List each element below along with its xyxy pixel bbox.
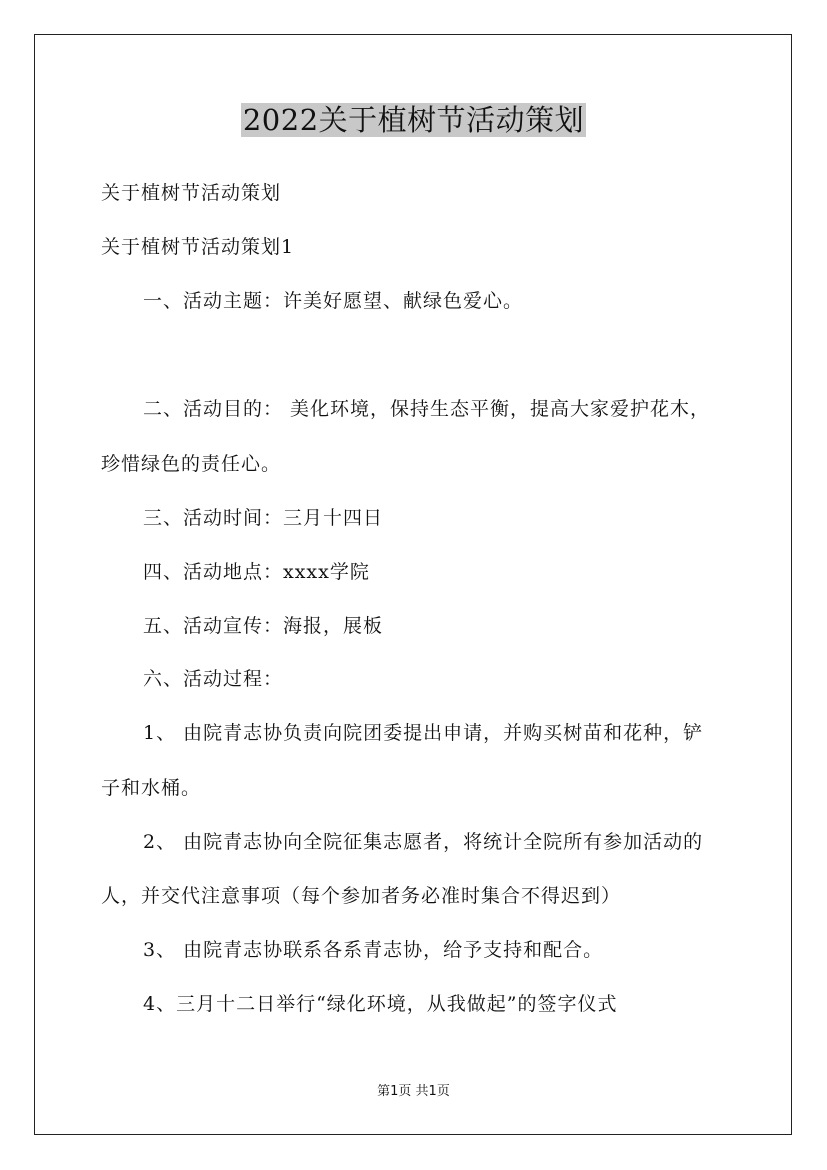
paragraph-process: 六、活动过程： xyxy=(143,668,284,690)
document-title xyxy=(0,100,827,140)
paragraph-purpose: 二、活动目的： 美化环境，保持生态平衡，提高大家爱护花木， xyxy=(143,398,711,420)
paragraph-purpose-continued: 珍惜绿色的责任心。 xyxy=(101,453,282,475)
paragraph-location: 四、活动地点：xxxx学院 xyxy=(143,561,370,583)
paragraph-step-2: 2、 由院青志协向全院征集志愿者，将统计全院所有参加活动的 xyxy=(143,831,704,853)
paragraph-step-1-continued: 子和水桶。 xyxy=(101,777,202,799)
paragraph-step-2-continued: 人，并交代注意事项（每个参加者务必准时集合不得迟到） xyxy=(101,885,622,907)
paragraph-step-1: 1、 由院青志协负责向院团委提出申请，并购买树苗和花种，铲 xyxy=(143,722,704,744)
paragraph-theme: 一、活动主题：许美好愿望、献绿色爱心。 xyxy=(143,290,524,312)
paragraph-subheading: 关于植树节活动策划1 xyxy=(101,236,295,258)
page-footer: 第1页 共1页 xyxy=(377,1084,450,1099)
paragraph-time: 三、活动时间：三月十四日 xyxy=(143,507,384,529)
paragraph-step-3: 3、 由院青志协联系各系青志协，给予支持和配合。 xyxy=(143,939,604,961)
document-title-text: 2022关于植树节活动策划 xyxy=(242,103,585,137)
paragraph-heading: 关于植树节活动策划 xyxy=(101,182,282,204)
paragraph-publicity: 五、活动宣传：海报，展板 xyxy=(143,615,384,637)
paragraph-step-4: 4、三月十二日举行“绿化环境，从我做起”的签字仪式 xyxy=(143,993,618,1015)
